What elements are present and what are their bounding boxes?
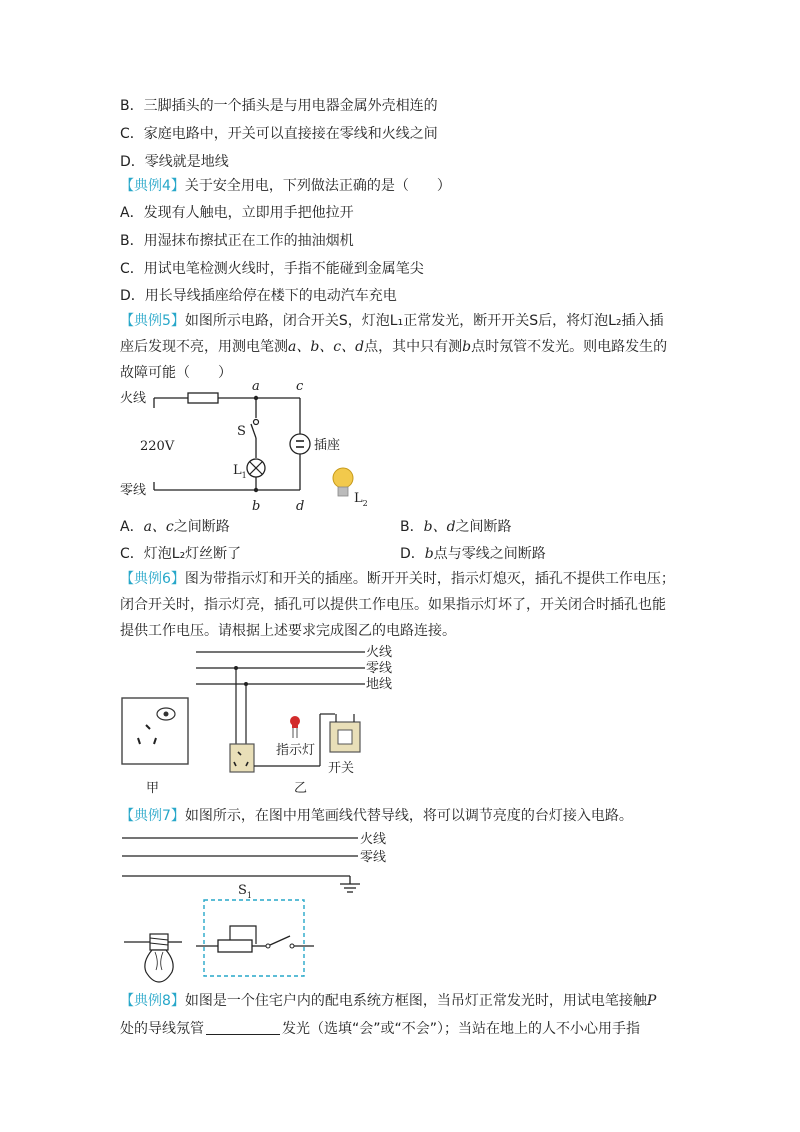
option-a-text: 之间断路 (173, 519, 230, 535)
point-d-label: d (296, 499, 305, 514)
socket-symbol (290, 434, 310, 454)
example-7-stem (120, 806, 633, 826)
point-c-label: c (296, 379, 304, 394)
example-5-stem-line2 (120, 337, 667, 357)
switch-box-icon (330, 714, 360, 752)
live-wire-label: 火线 (120, 391, 147, 406)
example-6-stem-line2: 闭合开关时，指示灯亮，插孔可以提供工作电压。如果指示灯坏了，开关闭合时插孔也能 (120, 597, 666, 613)
option-b-prefix: B． (400, 519, 424, 535)
switch-label: 开关 (328, 761, 355, 776)
option-d-var: b (424, 546, 434, 562)
example-8-text1: 如图是一个住宅户内的配电系统方框图，当吊灯正常发光时，用试电笔接触 (184, 993, 647, 1009)
neutral-wire-label: 零线 (366, 661, 393, 676)
ground-wire-label: 地线 (366, 677, 393, 692)
neutral-wire-label: 零线 (360, 850, 387, 865)
example-8-tag: 【典例8】 (120, 993, 185, 1009)
example-6-socket-diagram (110, 640, 410, 800)
example-5-option-c: C．灯泡L₂灯丝断了 (120, 546, 242, 562)
example-5-stem-line3: 故障可能（ ） (120, 365, 232, 381)
example-5-option-d (400, 544, 546, 564)
example-8-text2b: 发光（选填“会”或“不会”）；当站在地上的人不小心用手指 (282, 1021, 641, 1037)
switch-s1-label: $S_1$ (238, 883, 252, 900)
example-5-option-a (120, 517, 230, 537)
indicator-light-icon (290, 716, 300, 738)
answer-blank[interactable] (206, 1020, 280, 1035)
lamp-l1-label: $L_1$ (233, 463, 247, 480)
example-5-tag: 【典例5】 (120, 313, 185, 329)
lamp-l2-bulb-icon (333, 468, 353, 496)
option-d-prefix: D． (400, 546, 425, 562)
lamp-bulb-icon (124, 934, 182, 982)
example-4-tag: 【典例4】 (120, 178, 185, 194)
example-4-stem (120, 176, 451, 196)
switch-s1-blade (270, 936, 290, 945)
fuse-resistor (188, 393, 218, 403)
point-a-label: a (252, 379, 260, 394)
example-8-text2a: 处的导线氖管 (120, 1021, 204, 1037)
option-d-prev: D．零线就是地线 (120, 154, 229, 170)
switch-s-label: S (237, 424, 246, 439)
example-4-text: 关于安全用电，下列做法正确的是（ ） (184, 178, 451, 194)
example-7-tag: 【典例7】 (120, 808, 185, 824)
option-b-text: 之间断路 (455, 519, 512, 535)
option-c-prev: C．家庭电路中，开关可以直接接在零线和火线之间 (120, 126, 438, 142)
example-7-lamp-diagram (110, 830, 390, 990)
example-4-option-a: A．发现有人触电，立即用手把他拉开 (120, 205, 354, 221)
option-a-prefix: A． (120, 519, 144, 535)
socket-jia-icon (122, 698, 188, 764)
example-4-option-c: C．用试电笔检测火线时，手指不能碰到金属笔尖 (120, 261, 424, 277)
rheostat (218, 940, 252, 952)
example-5-point-b: b (462, 339, 472, 355)
example-6-stem-line1 (120, 569, 675, 589)
example-5-points: a、b、c、d (288, 339, 365, 355)
example-8-stem-line2 (120, 1019, 640, 1039)
example-5-text1: 如图所示电路，闭合开关S，灯泡L₁正常发光，断开开关S后，将灯泡L₂插入插 (184, 313, 664, 329)
example-5-text2a: 座后发现不亮，用测电笔测 (120, 339, 288, 355)
live-wire-label: 火线 (366, 645, 393, 660)
example-4-option-d: D．用长导线插座给停在楼下的电动汽车充电 (120, 288, 397, 304)
socket-label: 插座 (314, 438, 341, 453)
example-7-text: 如图所示，在图中用笔画线代替导线，将可以调节亮度的台灯接入电路。 (184, 808, 633, 824)
desk-lamp-control-box (204, 900, 304, 976)
point-b-label: b (252, 499, 261, 514)
lamp-l2-label: $L_2$ (354, 491, 368, 508)
point-p-label: P (646, 993, 657, 1009)
example-6-text1: 图为带指示灯和开关的插座。断开开关时，指示灯熄灭，插孔不提供工作电压； (184, 571, 675, 587)
option-d-text: 点与零线之间断路 (433, 546, 546, 562)
option-a-vars: a、c (143, 519, 174, 535)
example-5-option-b (400, 517, 512, 537)
socket-yi-icon (230, 744, 254, 772)
neutral-wire-label: 零线 (120, 483, 147, 498)
indicator-light-label: 指示灯 (276, 743, 316, 758)
figure-jia-caption: 甲 (146, 781, 160, 796)
live-wire-label: 火线 (360, 832, 387, 847)
example-5-circuit-diagram (110, 378, 370, 518)
ground-symbol-icon (340, 876, 360, 892)
example-8-stem-line1 (120, 991, 656, 1011)
example-4-option-b: B．用湿抹布擦拭正在工作的抽油烟机 (120, 233, 354, 249)
voltage-label: 220V (140, 439, 175, 454)
example-5-text2c: 点时氖管不发光。则电路发生的 (471, 339, 668, 355)
example-5-stem-line1 (120, 311, 664, 331)
example-5-text2b: 点，其中只有测 (364, 339, 463, 355)
example-6-tag: 【典例6】 (120, 571, 185, 587)
option-b-prev: B．三脚插头的一个插头是与用电器金属外壳相连的 (120, 98, 438, 114)
figure-yi-caption: 乙 (294, 781, 308, 796)
example-6-stem-line3: 提供工作电压。请根据上述要求完成图乙的电路连接。 (120, 623, 456, 639)
switch-s-blade (251, 424, 256, 438)
option-b-vars: b、d (423, 519, 456, 535)
